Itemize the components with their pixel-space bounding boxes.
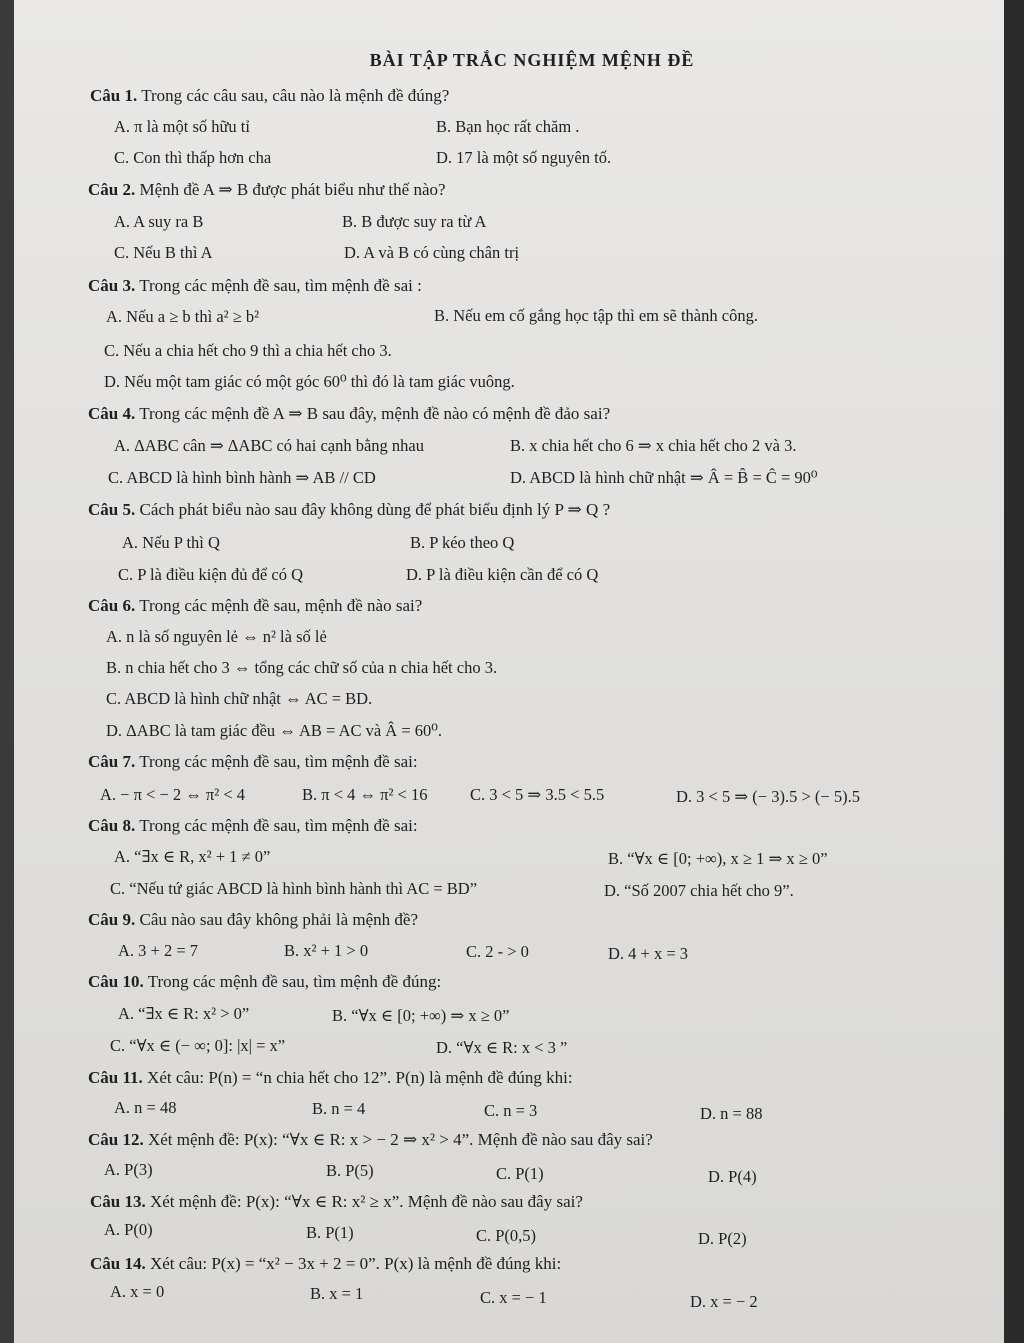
question-number: Câu 14. <box>90 1254 146 1273</box>
question-text: Xét mệnh đề: P(x): “∀x ∈ R: x > − 2 ⇒ x² > 4”. Mệnh đề nào sau đây sai? <box>147 1130 653 1149</box>
question-11 <box>88 1068 573 1088</box>
question-number: Câu 5. <box>88 500 136 519</box>
question-number: Câu 9. <box>88 910 136 929</box>
question-number: Câu 2. <box>88 180 136 199</box>
option-a: A. Nếu a ≥ b thì a² ≥ b² <box>106 307 260 326</box>
option-a: A. Nếu P thì Q <box>122 533 220 552</box>
option-c: C. Con thì thấp hơn cha <box>114 148 272 167</box>
option-c: C. P là điều kiện đủ để có Q <box>118 565 303 584</box>
option-d: D. P(2) <box>698 1229 747 1248</box>
option-c: C. x = − 1 <box>480 1288 547 1307</box>
option-b: B. x = 1 <box>310 1284 364 1303</box>
question-7 <box>88 752 418 772</box>
option-c: C. “Nếu tứ giác ABCD là hình bình hành thì AC = BD” <box>110 879 478 898</box>
option-b: B. Nếu em cố gắng học tập thì em sẽ thành công. <box>434 306 758 325</box>
question-number: Câu 3. <box>88 276 136 295</box>
option-d: D. 4 + x = 3 <box>608 944 689 963</box>
question-number: Câu 10. <box>88 972 144 991</box>
option-d: D. Nếu một tam giác có một góc 60⁰ thì đó là tam giác vuông. <box>104 372 515 391</box>
question-number: Câu 1. <box>90 86 138 105</box>
option-d: D. ΔABC là tam giác đều ⇔ AB = AC và Â = 60⁰. <box>106 721 443 740</box>
option-d: D. P(4) <box>708 1167 757 1186</box>
option-c: C. ABCD là hình bình hành ⇒ AB // CD <box>108 468 376 487</box>
question-number: Câu 12. <box>88 1130 144 1149</box>
question-text: Xét câu: P(x) = “x² − 3x + 2 = 0”. P(x) là mệnh đề đúng khi: <box>149 1254 562 1273</box>
option-b: B. n chia hết cho 3 ⇔ tổng các chữ số của n chia hết cho 3. <box>106 658 498 677</box>
option-b: B. P(1) <box>306 1223 354 1242</box>
worksheet-title: BÀI TẬP TRẮC NGHIỆM MỆNH ĐỀ <box>369 50 695 70</box>
option-c: C. Nếu a chia hết cho 9 thì a chia hết cho 3. <box>104 341 392 360</box>
option-d: D. “∀x ∈ R: x < 3 ” <box>436 1038 568 1057</box>
question-text: Cách phát biểu nào sau đây không dùng để phát biểu định lý P ⇒ Q ? <box>139 500 611 519</box>
option-a: A. P(0) <box>104 1220 153 1239</box>
question-text: Trong các mệnh đề sau, mệnh đề nào sai? <box>139 596 423 615</box>
option-a: A. “∃x ∈ R: x² > 0” <box>118 1004 250 1023</box>
option-a: A. π là một số hữu tỉ <box>114 117 250 136</box>
option-b: B. B được suy ra từ A <box>342 212 487 231</box>
option-a: A. “∃x ∈ R, x² + 1 ≠ 0” <box>114 847 271 866</box>
option-a: A. 3 + 2 = 7 <box>118 941 199 960</box>
option-b: B. “∀x ∈ [0; +∞), x ≥ 1 ⇒ x ≥ 0” <box>608 849 828 868</box>
option-b: B. x chia hết cho 6 ⇒ x chia hết cho 2 và 3. <box>510 436 797 455</box>
question-4 <box>88 404 610 424</box>
question-8 <box>88 816 418 836</box>
question-9 <box>88 910 418 930</box>
option-a: A. A suy ra B <box>114 212 204 231</box>
question-text: Trong các mệnh đề A ⇒ B sau đây, mệnh đề nào có mệnh đề đảo sai? <box>139 404 611 423</box>
option-a: A. n là số nguyên lẻ ⇔ n² là số lẻ <box>106 627 327 646</box>
question-6 <box>88 596 422 616</box>
question-text: Xét câu: P(n) = “n chia hết cho 12”. P(n) là mệnh đề đúng khi: <box>147 1068 573 1087</box>
option-c: C. ABCD là hình chữ nhật ⇔ AC = BD. <box>106 689 373 708</box>
option-c: C. 3 < 5 ⇒ 3.5 < 5.5 <box>470 785 605 804</box>
option-d: D. x = − 2 <box>690 1292 758 1311</box>
option-d: D. n = 88 <box>700 1104 763 1123</box>
option-b: B. “∀x ∈ [0; +∞) ⇒ x ≥ 0” <box>332 1006 510 1025</box>
option-b: B. Bạn học rất chăm . <box>436 117 580 136</box>
question-3 <box>88 276 422 296</box>
option-a: A. − π < − 2 ⇔ π² < 4 <box>100 785 245 804</box>
question-2 <box>88 180 446 200</box>
option-a: A. ΔABC cân ⇒ ΔABC có hai cạnh bằng nhau <box>114 436 424 455</box>
option-d: D. 17 là một số nguyên tố. <box>436 148 612 167</box>
question-text: Trong các mệnh đề sau, tìm mệnh đề đúng: <box>147 972 442 991</box>
option-b: B. n = 4 <box>312 1099 366 1118</box>
question-number: Câu 4. <box>88 404 136 423</box>
question-number: Câu 6. <box>88 596 136 615</box>
question-10 <box>88 972 441 992</box>
option-d: D. 3 < 5 ⇒ (− 3).5 > (− 5).5 <box>676 787 860 806</box>
question-text: Trong các mệnh đề sau, tìm mệnh đề sai: <box>139 816 418 835</box>
option-c: C. Nếu B thì A <box>114 243 213 262</box>
option-d: D. “Số 2007 chia hết cho 9”. <box>604 881 794 900</box>
option-b: B. π < 4 ⇔ π² < 16 <box>302 785 428 804</box>
option-d: D. ABCD là hình chữ nhật ⇒ Â = B̂ = Ĉ = 90⁰ <box>510 468 818 487</box>
question-1 <box>90 86 449 106</box>
option-a: A. P(3) <box>104 1160 153 1179</box>
option-b: B. P(5) <box>326 1161 374 1180</box>
option-b: B. P kéo theo Q <box>410 533 515 552</box>
binder-edge <box>0 0 14 1343</box>
option-d: D. P là điều kiện cần để có Q <box>406 565 599 584</box>
question-number: Câu 13. <box>90 1192 146 1211</box>
question-14 <box>90 1254 561 1274</box>
question-12 <box>88 1130 653 1150</box>
question-number: Câu 8. <box>88 816 136 835</box>
question-text: Mệnh đề A ⇒ B được phát biểu như thế nào? <box>139 180 446 199</box>
question-text: Trong các câu sau, câu nào là mệnh đề đúng? <box>141 86 450 105</box>
question-text: Trong các mệnh đề sau, tìm mệnh đề sai : <box>139 276 422 295</box>
worksheet-page <box>14 0 1004 1343</box>
question-number: Câu 7. <box>88 752 136 771</box>
option-a: A. x = 0 <box>110 1282 165 1301</box>
question-13 <box>90 1192 583 1212</box>
question-text: Xét mệnh đề: P(x): “∀x ∈ R: x² ≥ x”. Mệnh đề nào sau đây sai? <box>149 1192 583 1211</box>
option-c: C. “∀x ∈ (− ∞; 0]: |x| = x” <box>110 1036 286 1055</box>
option-a: A. n = 48 <box>114 1098 177 1117</box>
question-number: Câu 11. <box>88 1068 143 1087</box>
question-text: Trong các mệnh đề sau, tìm mệnh đề sai: <box>139 752 418 771</box>
question-text: Câu nào sau đây không phải là mệnh đề? <box>139 910 419 929</box>
option-c: C. n = 3 <box>484 1101 538 1120</box>
option-c: C. P(0,5) <box>476 1226 537 1245</box>
option-b: B. x² + 1 > 0 <box>284 941 369 960</box>
option-c: C. P(1) <box>496 1164 544 1183</box>
option-c: C. 2 - > 0 <box>466 942 529 961</box>
question-5 <box>88 500 610 520</box>
option-d: D. A và B có cùng chân trị <box>344 243 520 262</box>
